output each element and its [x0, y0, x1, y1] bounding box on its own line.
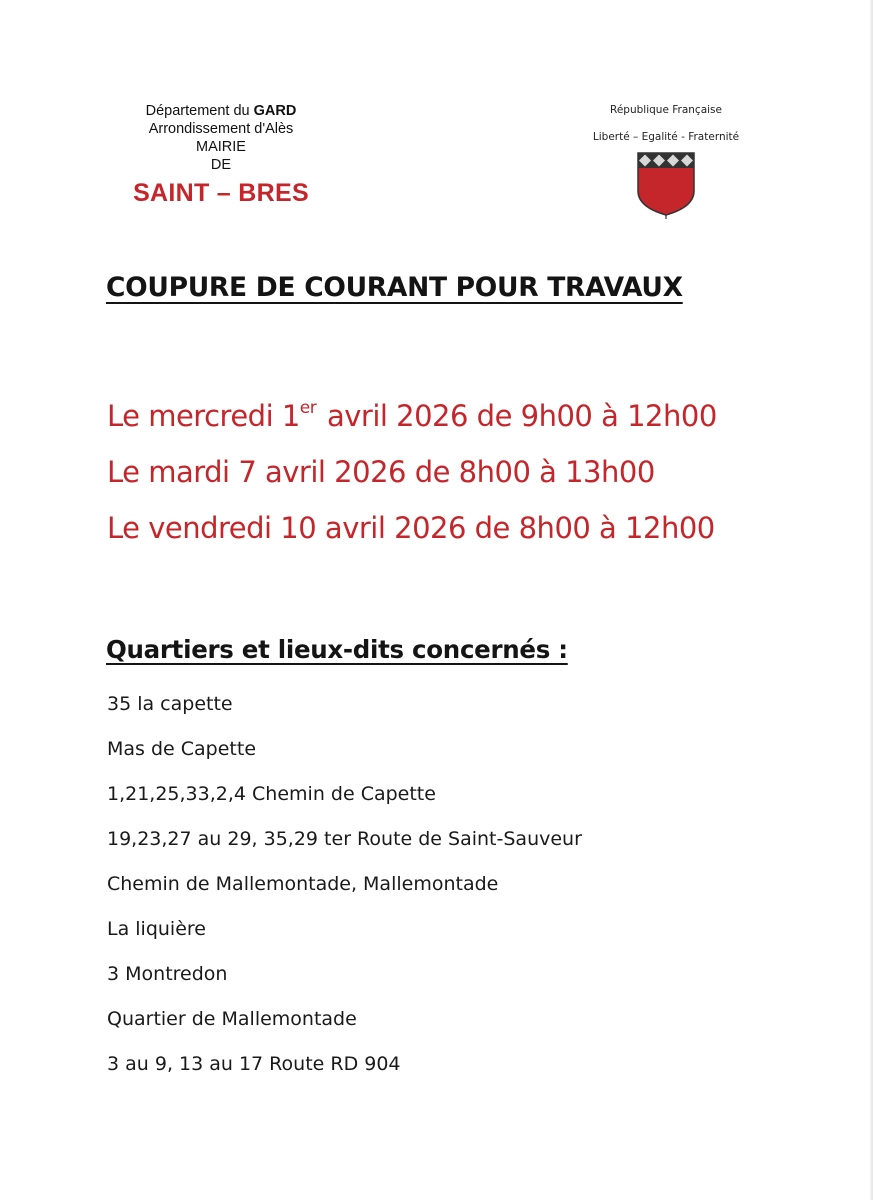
list-item: 35 la capette — [107, 693, 233, 715]
date-3-text: Le vendredi 10 avril 2026 de 8h00 à 12h00 — [107, 511, 715, 545]
republic-line: République Française — [610, 104, 722, 116]
list-item: 3 Montredon — [107, 963, 228, 985]
arrondissement-line: Arrondissement d'Alès — [148, 121, 294, 137]
departement-name: GARD — [253, 103, 297, 119]
list-item: Chemin de Mallemontade, Mallemontade — [107, 873, 499, 895]
mairie-line: MAIRIE — [196, 139, 246, 155]
places-heading: Quartiers et lieux-dits concernés : — [106, 635, 568, 664]
departement-line — [106, 102, 336, 120]
date-line-2 — [107, 444, 717, 500]
list-item: 19,23,27 au 29, 35,29 ter Route de Saint-Sauveur — [107, 828, 582, 850]
de-line: DE — [210, 157, 232, 173]
date-1-text: Le mercredi 1 — [107, 399, 300, 433]
list-item: La liquière — [107, 918, 206, 940]
coat-of-arms-icon — [636, 151, 696, 219]
departement-prefix: Département du — [145, 103, 254, 119]
list-item: 3 au 9, 13 au 17 Route RD 904 — [107, 1053, 401, 1075]
date-2-text: Le mardi 7 avril 2026 de 8h00 à 13h00 — [107, 455, 655, 489]
date-1-rest: avril 2026 de 9h00 à 12h00 — [318, 399, 717, 433]
list-item: Quartier de Mallemontade — [107, 1008, 357, 1030]
list-item: Mas de Capette — [107, 738, 257, 760]
mairie-header — [106, 102, 336, 208]
notice-title: COUPURE DE COURANT POUR TRAVAUX — [106, 272, 683, 303]
places-list — [107, 687, 582, 1092]
town-name: SAINT – BRES — [133, 179, 309, 207]
republic-header — [582, 104, 750, 219]
date-line-3 — [107, 500, 717, 556]
date-1-ordinal: er — [299, 398, 317, 418]
motto-line: Liberté – Egalité - Fraternité — [592, 131, 740, 143]
list-item: 1,21,25,33,2,4 Chemin de Capette — [107, 783, 436, 805]
outage-dates — [107, 388, 717, 556]
date-line-1 — [107, 388, 717, 444]
